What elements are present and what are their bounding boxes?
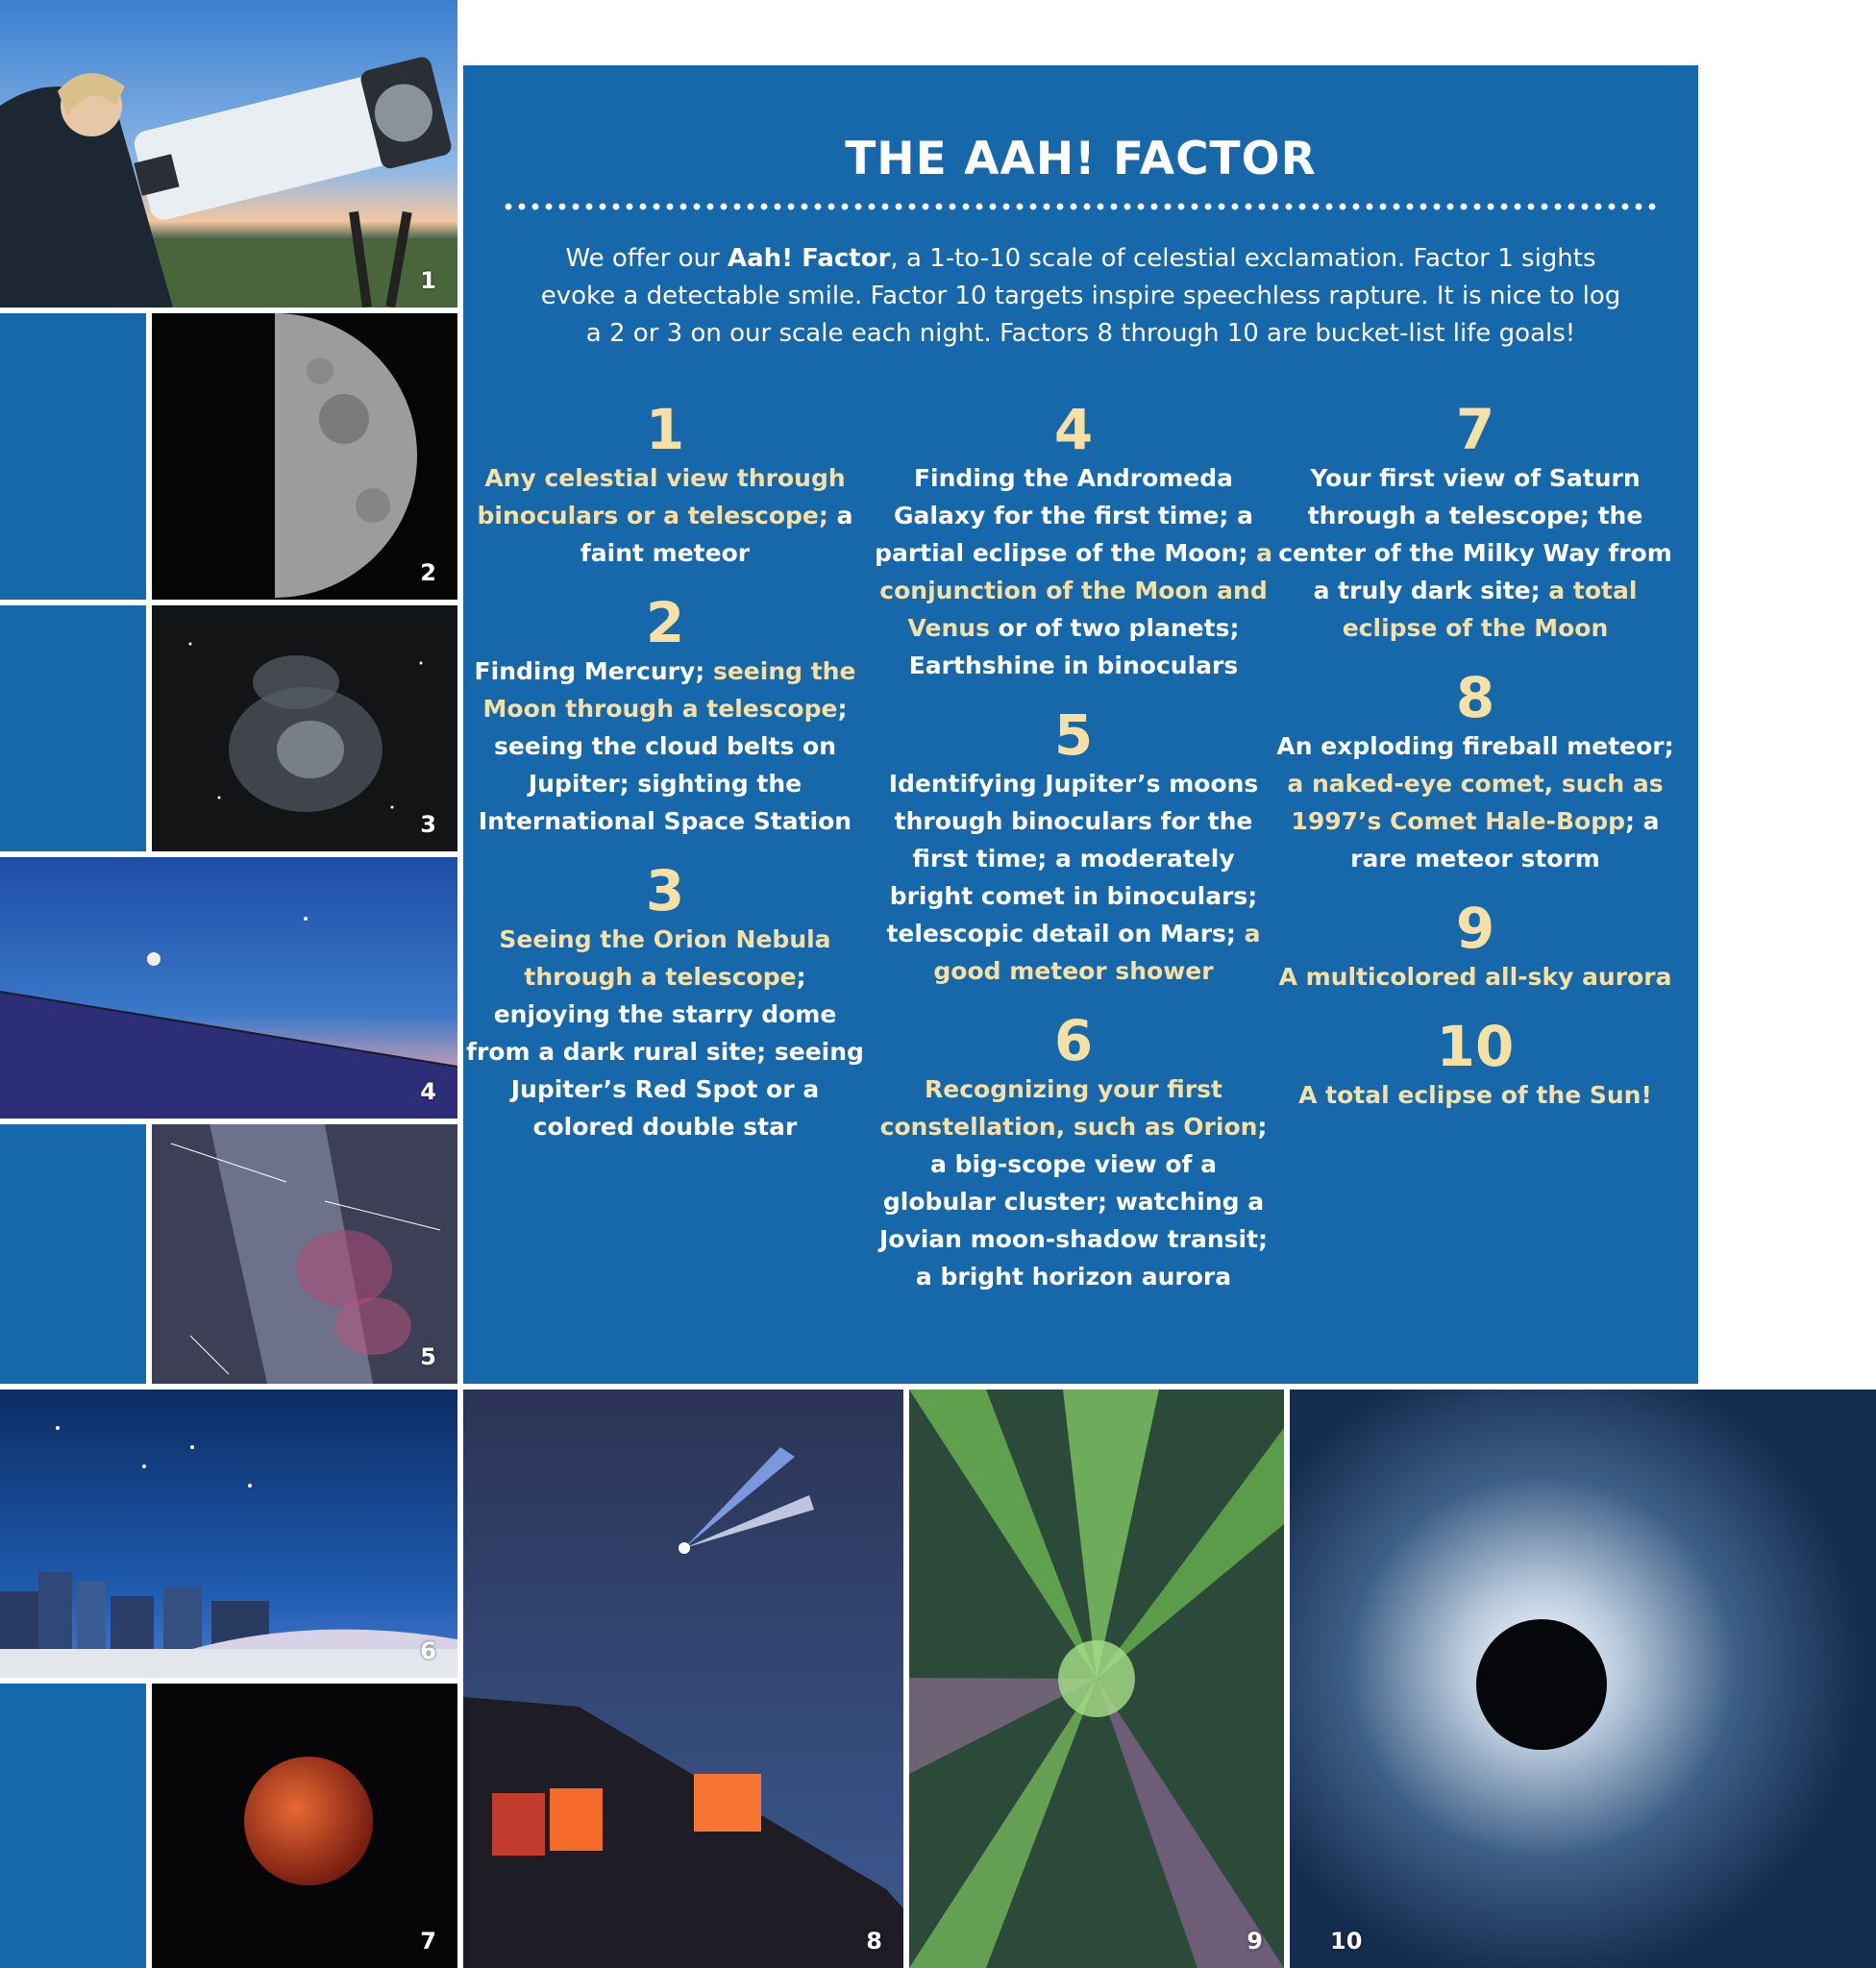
level-text-plain: Your first view of Saturn through a telescope; the center of the Milky Way from a truly dark site; xyxy=(1278,464,1672,604)
levels-column-2 xyxy=(872,397,1275,1316)
level-text-plain: Finding Mercury; xyxy=(474,657,713,685)
level-number: 3 xyxy=(645,858,685,923)
photo-meteor-shower xyxy=(152,1124,457,1384)
level-text-highlight: Any celestial view through binoculars or a telescope; xyxy=(477,464,846,529)
blue-filler-block xyxy=(0,1684,146,1968)
aah-level-6 xyxy=(872,1008,1275,1295)
photo-city-skyline-art xyxy=(0,1390,457,1678)
level-text-plain: a faint meteor xyxy=(580,502,853,567)
level-text-highlight: a good meteor shower xyxy=(933,920,1261,985)
level-text-plain: ; a big-scope view of a globular cluster; watching a Jovian moon-shadow transit; a bright horizon aurora xyxy=(878,1113,1269,1291)
photo-moon xyxy=(152,313,457,600)
level-description xyxy=(872,459,1275,684)
photo-number-1: 1 xyxy=(420,267,436,294)
photo-orion-nebula xyxy=(152,605,457,851)
photo-moon-venus-conjunction xyxy=(0,857,457,1119)
blue-filler-block xyxy=(0,605,146,851)
level-text-highlight: a conjunction of the Moon and Venus xyxy=(879,539,1272,642)
dotted-divider xyxy=(502,201,1660,212)
photo-number-3: 3 xyxy=(420,811,436,838)
photo-orion-nebula-art xyxy=(152,605,457,851)
level-text-plain: ; seeing the cloud belts on Jupiter; sighting the International Space Station xyxy=(478,695,852,835)
level-description xyxy=(463,652,867,840)
aah-level-9 xyxy=(1273,898,1677,996)
photo-number-2: 2 xyxy=(420,559,436,586)
level-text-highlight: A multicolored all-sky aurora xyxy=(1278,963,1672,991)
photo-number-5: 5 xyxy=(420,1343,436,1370)
level-description xyxy=(872,1070,1275,1295)
photo-aurora xyxy=(909,1390,1284,1968)
aah-factor-panel xyxy=(463,65,1698,1384)
photo-aurora-art xyxy=(909,1390,1284,1968)
level-description xyxy=(1273,958,1677,996)
photo-total-solar-eclipse xyxy=(1290,1390,1876,1968)
photo-lunar-eclipse xyxy=(152,1684,457,1968)
level-number: 5 xyxy=(1053,702,1094,768)
level-text-plain: Identifying Jupiter’s moons through binoculars for the first time; a moderately bright comet in binoculars; telescopic detail on Mars; xyxy=(886,770,1259,947)
photo-number-10: 10 xyxy=(1330,1928,1363,1955)
photo-telescope-observer-art xyxy=(0,0,457,308)
level-text-highlight: seeing the Moon through a telescope xyxy=(482,657,856,723)
level-text-highlight: a total eclipse of the Moon xyxy=(1342,577,1638,642)
photo-number-9: 9 xyxy=(1247,1928,1263,1955)
level-description xyxy=(1273,1076,1677,1114)
photo-number-7: 7 xyxy=(420,1928,436,1955)
photo-number-8: 8 xyxy=(866,1928,882,1955)
photo-city-skyline-orion xyxy=(0,1390,457,1678)
intro-prefix: We offer our xyxy=(565,244,728,273)
level-text-plain: or of two planets; Earthshine in binoculars xyxy=(908,614,1240,679)
intro-rest: , a 1-to-10 scale of celestial exclamation. Factor 1 sights evoke a detectable smile. Factor 10 targets inspire speechless rapture. It is nice to log a 2 or 3 on our scale each night. Factors 8 through 10 are bucket-list life goals! xyxy=(540,244,1621,348)
aah-level-5 xyxy=(872,702,1275,990)
level-number: 2 xyxy=(645,590,685,655)
level-description xyxy=(463,921,867,1145)
level-text-highlight: Seeing the Orion Nebula through a telescope xyxy=(499,925,831,991)
photo-number-6: 6 xyxy=(420,1637,436,1664)
aah-level-2 xyxy=(463,590,867,840)
intro-paragraph xyxy=(540,240,1621,353)
photo-conjunction-art xyxy=(0,857,457,1119)
photo-moon-art xyxy=(152,313,457,600)
level-description xyxy=(1273,727,1677,877)
aah-level-3 xyxy=(463,858,867,1145)
level-number: 9 xyxy=(1455,896,1495,961)
panel-title: THE AAH! FACTOR xyxy=(845,133,1317,185)
level-text-plain: An exploding fireball meteor; xyxy=(1276,732,1674,760)
aah-level-10 xyxy=(1273,1014,1677,1114)
level-text-highlight: Recognizing your first constellation, such as Orion xyxy=(879,1075,1258,1141)
photo-comet-art xyxy=(463,1390,903,1968)
aah-level-7 xyxy=(1273,397,1677,647)
aah-level-8 xyxy=(1273,665,1677,877)
blue-filler-block xyxy=(0,1124,146,1384)
level-description xyxy=(463,459,867,572)
level-text-plain: ; a rare meteor storm xyxy=(1350,807,1660,873)
level-number: 1 xyxy=(645,397,685,462)
photo-solar-eclipse-art xyxy=(1290,1390,1876,1968)
level-number: 4 xyxy=(1053,397,1094,462)
intro-bold: Aah! Factor xyxy=(728,244,891,273)
level-text-highlight: a naked-eye comet, such as 1997’s Comet Hale-Bopp xyxy=(1287,770,1664,835)
levels-column-3 xyxy=(1273,397,1677,1135)
level-description xyxy=(1273,459,1677,647)
level-description xyxy=(872,765,1275,990)
photo-lunar-eclipse-art xyxy=(152,1684,457,1968)
photo-number-4: 4 xyxy=(420,1078,436,1105)
aah-level-1 xyxy=(463,397,867,572)
level-number: 10 xyxy=(1436,1014,1515,1079)
level-text-highlight: A total eclipse of the Sun! xyxy=(1298,1081,1652,1109)
photo-comet-hale-bopp xyxy=(463,1390,903,1968)
blue-filler-block xyxy=(0,313,146,600)
level-text-plain: ; enjoying the starry dome from a dark rural site; seeing Jupiter’s Red Spot or a colored double star xyxy=(466,963,864,1141)
level-number: 6 xyxy=(1053,1008,1094,1073)
photo-telescope-observer xyxy=(0,0,457,308)
level-text-plain: Finding the Andromeda Galaxy for the first time; a partial eclipse of the Moon; xyxy=(875,464,1257,567)
levels-column-1 xyxy=(463,397,867,1167)
photo-meteor-shower-art xyxy=(152,1124,457,1384)
level-number: 8 xyxy=(1455,665,1495,730)
level-number: 7 xyxy=(1455,397,1495,462)
aah-level-4 xyxy=(872,397,1275,684)
